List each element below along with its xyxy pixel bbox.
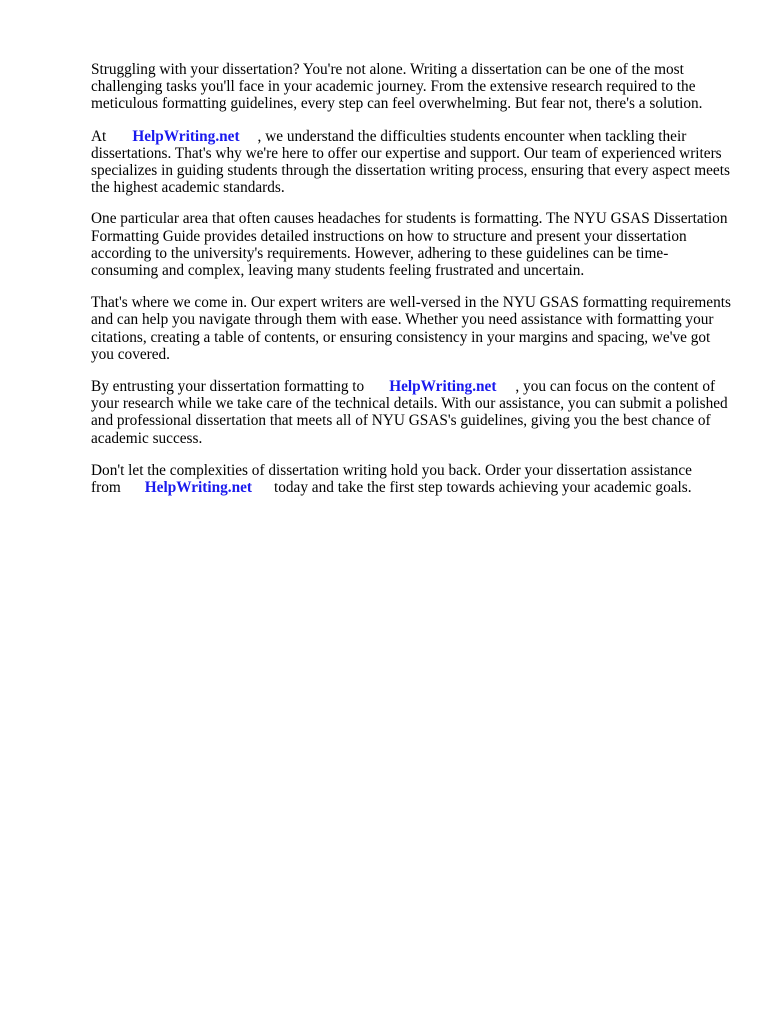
paragraph-formatting xyxy=(91,210,731,279)
paragraph-about-lead: At xyxy=(91,127,107,145)
paragraph-about xyxy=(91,128,731,197)
paragraph-call-to-action xyxy=(91,462,731,496)
paragraph-expertise xyxy=(91,294,731,363)
paragraph-entrusting-lead: By entrusting your dissertation formatting to xyxy=(91,378,365,396)
paragraph-expertise-text: That's where we come in. Our expert writers are well-versed in the NYU GSAS formatting requirements and can help you navigate through them with ease. Whether you need assistance with formatting your citations, creating a table of contents, or ensuring consistency in your margins and spacing, we've got you covered. xyxy=(91,294,731,363)
helpwriting-link[interactable]: HelpWriting.net xyxy=(144,479,252,497)
document-body xyxy=(91,61,731,511)
paragraph-intro-text: Struggling with your dissertation? You're not alone. Writing a dissertation can be one of the most challenging tasks you'll face in your academic journey. From the extensive research required to the meticulous formatting guidelines, every step can feel overwhelming. But fear not, there's a solution. xyxy=(91,61,703,113)
helpwriting-link[interactable]: HelpWriting.net xyxy=(389,378,497,396)
paragraph-formatting-text: One particular area that often causes headaches for students is formatting. The NYU GSAS Dissertation Formatting Guide provides detailed instructions on how to structure and present your dissertation according to the university's requirements. However, adhering to these guidelines can be time-consuming and complex, leaving many students feeling frustrated and uncertain. xyxy=(91,210,728,280)
helpwriting-link[interactable]: HelpWriting.net xyxy=(132,127,240,145)
paragraph-intro xyxy=(91,61,731,113)
paragraph-cta-lead: Don't let the complexities of dissertation writing hold you back. Order your dissertation assistance from xyxy=(91,461,692,497)
paragraph-about-text: , we understand the difficulties students encounter when tackling their dissertations. That's why we're here to offer our expertise and support. Our team of experienced writers specializes in guiding students through the dissertation writing process, ensuring that every aspect meets the highest academic standards. xyxy=(91,127,730,197)
paragraph-cta-text: today and take the first step towards achieving your academic goals. xyxy=(273,479,692,497)
paragraph-entrusting xyxy=(91,378,731,447)
paragraph-entrusting-text: , you can focus on the content of your research while we take care of the technical details. With our assistance, you can submit a polished and professional dissertation that meets all of NYU GSAS's guidelines, giving you the best chance of academic success. xyxy=(91,378,728,447)
